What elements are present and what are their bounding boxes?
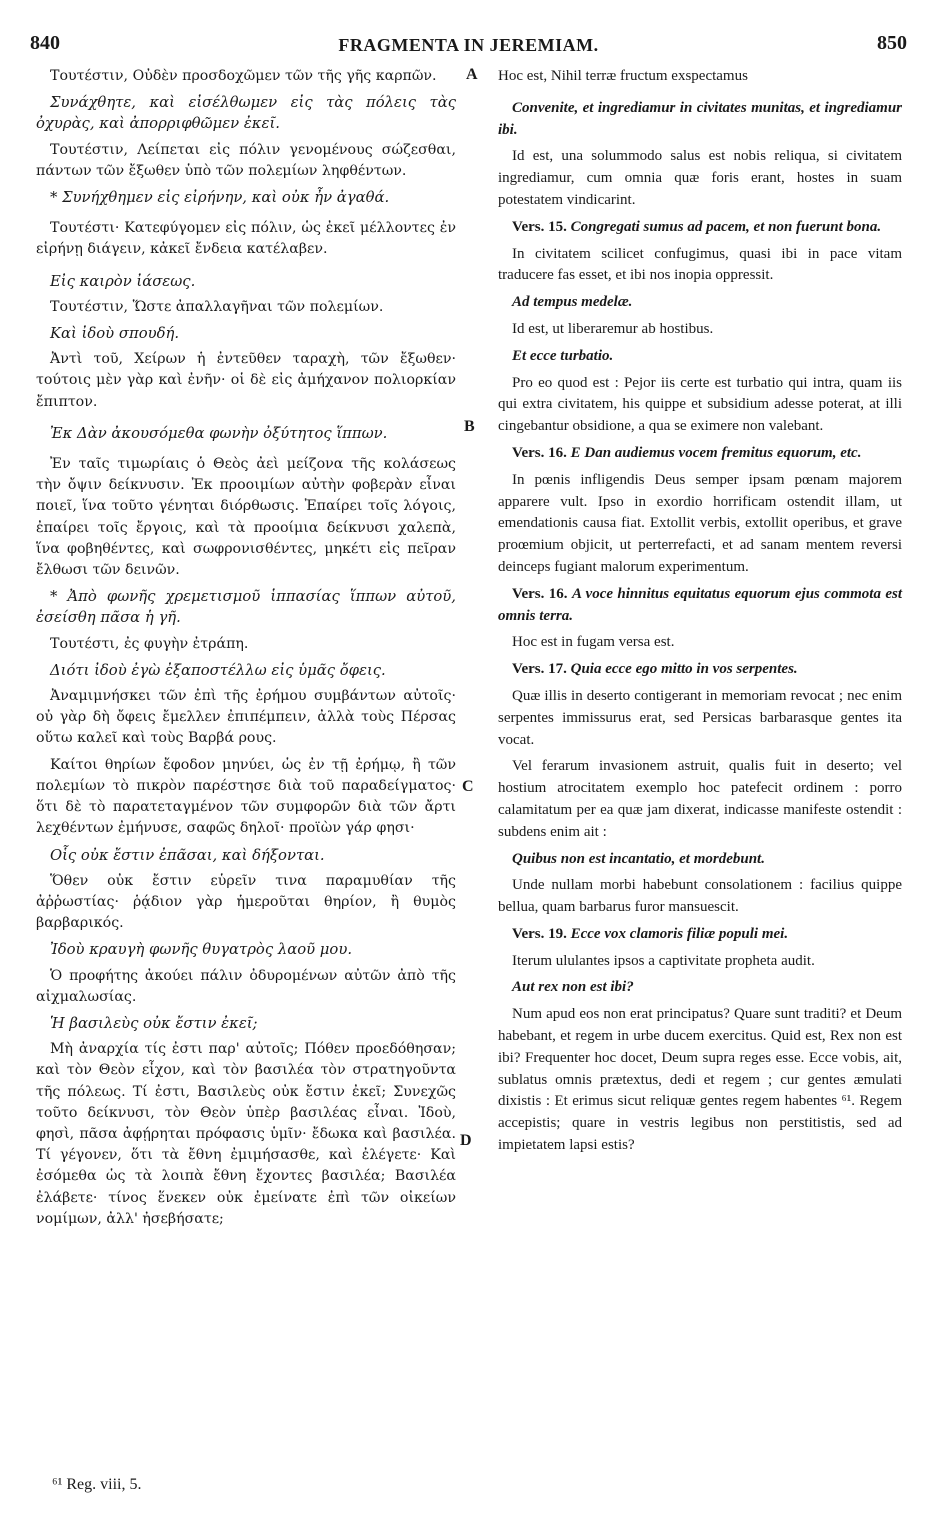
verse-text: Congregati sumus ad pacem, et non fuerunt bona.: [570, 218, 882, 235]
greek-paragraph: Ἀντὶ τοῦ, Χείρων ἡ ἐντεῦθεν ταραχὴ, τῶν ἔξωθεν· τούτοις μὲν γὰρ καὶ ἐνῆν· οἱ δὲ εἰς ἀμήχανον πολιορκίαν ἔπιπτον.: [36, 351, 456, 410]
greek-paragraph: Καίτοι θηρίων ἔφοδον μηνύει, ὡς ἐν τῇ ἐρήμῳ, ἢ τῶν πολεμίων τὸ πικρὸν παρέστησε διὰ τοῦ παραδείγματος· ὅτι δὲ τὸ παρατεταγμένον τῶν συμφορῶν διὰ τῶν ἄρτι λεχθέντων ἐμήνυσε, σαφῶς δηλοῖ· προϊὼν γάρ φησι·: [36, 756, 456, 837]
verse-heading: [498, 659, 902, 681]
latin-paragraph: Id est, una solummodo salus est nobis reliqua, si civitatem ingrediamur, cum omnia quæ foris erant, hostes in suam potestatem vindicarint.: [498, 148, 902, 208]
greek-column: [36, 66, 456, 1235]
greek-paragraph: Ὅθεν οὐκ ἔστιν εὑρεῖν τινα παραμυθίαν τῆς ἀῤῥωστίας· ῥᾴδιον γὰρ ἡμεροῦται θηρίον, ἢ θυμὸς βαρβαρικός.: [36, 872, 456, 932]
greek-lemma: Διότι ἰδοὺ ἐγὼ ἐξαποστέλλω εἰς ὑμᾶς ὄφεις.: [50, 661, 386, 679]
running-title: FRAGMENTA IN JEREMIAM.: [338, 35, 599, 55]
greek-lemma: Ἡ βασιλεὺς οὐκ ἔστιν ἐκεῖ;: [50, 1014, 258, 1032]
greek-lemma: Εἰς καιρὸν ἰάσεως.: [50, 272, 196, 290]
latin-lemma: Aut rex non est ibi?: [512, 979, 634, 996]
greek-paragraph: Τουτέστιν, Λείπεται εἰς πόλιν γενομένους σώζεσθαι, πάντων τῶν ἔξωθεν ὑπὸ τῶν πολεμίων ληφθέντων.: [36, 141, 456, 179]
page-number-right: 850: [877, 32, 907, 54]
verse-label: Vers. 16.: [512, 444, 567, 461]
greek-paragraph: Ἀναμιμνήσκει τῶν ἐπὶ τῆς ἐρήμου συμβάντων αὐτοῖς· οὐ γὰρ δὴ ὄφεις ἔμελλεν ἐπιπέμπειν, ἀλλὰ τοὺς Πέρσας οὕτω καλεῖ καὶ τοὺς Βαρβά ρους.: [36, 688, 456, 747]
greek-paragraph: Μὴ ἀναρχία τίς ἐστι παρ' αὐτοῖς; Πόθεν προεδόθησαν; καὶ τὸν Θεὸν εἶχον, καὶ τὸν βασιλέα τὸν στρατηγοῦντα τῆς πόλεως. Τί ἐστι, Βασιλεὺς οὐκ ἔστιν ἐκεῖ; Συνεχῶς τοῦτο δείκνυσι, τὸν Θεὸν ὑπὲρ βασιλέας εἶναι. Ἰδοὺ, φησὶ, πᾶσα ἀφῄρηται πρόφασις ὑμῖν· ἔδωκα καὶ βασιλέα. Τί γέγονεν, ὅτι τὰ ἔθνη ἐμιμήσασθε, καὶ ἐλέγετε· Καὶ ἐσόμεθα ὡς τὰ λοιπὰ ἔθνη ἔχοντες βασιλέα; Βασιλέα ἐλάβετε· τίνος ἕνεκεν οὐκ ἐμείνατε ἐπὶ τῶν οἰκείων νομίμων, ἀλλ' ἠσεβήσατε;: [36, 1041, 456, 1227]
greek-paragraph: Ὁ προφήτης ἀκούει πάλιν ὀδυρομένων αὐτῶν ἀπὸ τῆς αἰχμαλωσίας.: [36, 967, 456, 1005]
greek-paragraph: Τουτέστιν, Ὥστε ἀπαλλαγῆναι τῶν πολεμίων.: [50, 298, 384, 315]
greek-lemma: Ἰδοὺ κραυγὴ φωνῆς θυγατρὸς λαοῦ μου.: [50, 941, 353, 959]
latin-lemma: Quibus non est incantatio, et mordebunt.: [512, 850, 765, 867]
verse-heading: [498, 924, 902, 946]
page-number-left: 840: [30, 32, 60, 54]
verse-text: Ecce vox clamoris filiæ populi mei.: [570, 925, 789, 942]
greek-lemma: Οἷς οὐκ ἔστιν ἐπᾶσαι, καὶ δήξονται.: [50, 846, 325, 864]
latin-column: [498, 66, 902, 1162]
latin-lemma: Ad tempus medelæ.: [512, 294, 633, 311]
latin-lemma: Et ecce turbatio.: [512, 347, 614, 364]
verse-text: Quia ecce ego mitto in vos serpentes.: [570, 661, 798, 678]
latin-paragraph: In civitatem scilicet confugimus, quasi ibi in pace vitam traducere fas esset, et ibi nos inopia oppressit.: [498, 245, 902, 284]
verse-label: Vers. 17.: [512, 661, 567, 678]
greek-lemma: Συνάχθητε, καὶ εἰσέλθωμεν εἰς τὰς πόλεις τὰς ὀχυρὰς, καὶ ἀπορριφθῶμεν ἐκεῖ.: [36, 94, 456, 133]
margin-marker-c: C: [462, 778, 474, 795]
latin-lemma: Convenite, et ingrediamur in civitates munitas, et ingrediamur ibi.: [498, 99, 902, 138]
margin-marker-d: D: [460, 1132, 472, 1149]
verse-label: Vers. 16.: [512, 585, 568, 602]
latin-paragraph: In pœnis infligendis Deus semper ipsam pœnam majorem apparere vult. Ipso in exordio horrificam ostendit illam, ut emendationis causa fiat. Extollit verbis, extollit operibus, et grave proœmium objicit, ut perterrefacti, et ad sanam mentem reversi deinceps fugiant malorum experimentum.: [498, 471, 902, 575]
latin-paragraph: Num apud eos non erat principatus? Quare sunt traditi? et Deum habebant, et regem in urbe ducem exercitus. Quid est, Rex non est ibi? Frequenter hoc docet, Deum supra reges esse. Ecce vobis, ait, sublatus omnis prætextus, dedi et regem ; cur gentes æmulati dixistis : Et erimus sicut reliquæ gentes regem habentes ⁶¹. Regem accepistis; quare in vestris legibus non perstitistis, sed ad impietatem lapsi estis?: [498, 1006, 902, 1154]
latin-paragraph: Vel ferarum invasionem astruit, qualis fuit in deserto; vel hostium atrocitatem exemplo hoc patefecit ordinem : porro calamitatum per ea quæ jam dixerat, indicasse manifeste ostendit : subdens enim ait :: [498, 758, 902, 840]
latin-paragraph: Iterum ululantes ipsos a captivitate propheta audit.: [512, 952, 815, 969]
greek-paragraph: Ἐν ταῖς τιμωρίαις ὁ Θεὸς ἀεὶ μείζονα τῆς κολάσεως τὴν ὄψιν δείκνυσιν. Ἐκ προοιμίων αὐτὴν φοβερὰν εἶναι ποιεῖ, ἵνα τοῦτο γένηται διόρθωσις. Ἐπαίρει τοῖς λόγοις, ἐπαίρει τοῖς ἔργοις, καὶ τὰ προοίμια δείκνυσι χαλεπὰ, ἵνα φοβηθέντες, καὶ σωφρονισθέντες, μηκέτι εἰς πεῖραν ἔλθωσι τῶν δεινῶν.: [36, 456, 456, 579]
greek-lemma: Καὶ ἰδοὺ σπουδή.: [50, 325, 180, 343]
greek-paragraph: Τουτέστι· Κατεφύγομεν εἰς πόλιν, ὡς ἐκεῖ μέλλοντες ἐν εἰρήνῃ διάγειν, κἀκεῖ ἔνδεια κατέλαβεν.: [36, 220, 456, 258]
margin-marker-b: B: [464, 418, 475, 435]
verse-label: Vers. 19.: [512, 925, 567, 942]
latin-paragraph: Quæ illis in deserto contigerant in memoriam revocat ; nec enim serpentes immissurus erat, sed Persicas barbarasque gentes ita vocat.: [498, 687, 902, 748]
verse-text: E Dan audiemus vocem fremitus equorum, etc.: [570, 444, 862, 461]
greek-paragraph: Τουτέστιν, Οὐδὲν προσδοχῶμεν τῶν τῆς γῆς καρπῶν.: [50, 68, 437, 84]
verse-heading: [498, 443, 902, 465]
latin-paragraph: Hoc est, Nihil terræ fructum exspectamus: [498, 68, 748, 84]
latin-paragraph: Id est, ut liberaremur ab hostibus.: [512, 320, 714, 337]
page-header: [0, 30, 937, 60]
greek-lemma: * Συνήχθημεν εἰς εἰρήνην, καὶ οὐκ ἦν ἀγαθά.: [50, 189, 390, 207]
margin-marker-a: A: [466, 66, 478, 83]
footnote: ⁶¹ Reg. viii, 5.: [52, 1476, 142, 1493]
latin-paragraph: Unde nullam morbi habebunt consolationem : facilius quippe bellua, quam barbarus furor mansuescit.: [498, 877, 902, 916]
verse-heading: [498, 217, 902, 239]
greek-lemma: Ἐκ Δὰν ἀκουσόμεθα φωνὴν ὀξύτητος ἵππων.: [50, 424, 388, 442]
greek-paragraph: Τουτέστι, ἐς φυγὴν ἐτράπη.: [50, 635, 249, 652]
verse-label: Vers. 15.: [512, 218, 567, 235]
greek-lemma: * Ἀπὸ φωνῆς χρεμετισμοῦ ἱππασίας ἵππων αὐτοῦ, ἐσείσθη πᾶσα ἡ γῆ.: [36, 588, 456, 627]
verse-heading: [498, 584, 902, 628]
verse-text: A voce hinnitus equitatus equorum ejus commota est omnis terra.: [498, 585, 903, 624]
latin-paragraph: Hoc est in fugam versa est.: [512, 634, 675, 651]
latin-paragraph: Pro eo quod est : Pejor iis certe est turbatio qui intra, quam iis qui extra civitatem, his quippe et subsidium adesse poterat, at illi cingebantur obsidione, a qua se eximere non valebant.: [498, 374, 902, 435]
